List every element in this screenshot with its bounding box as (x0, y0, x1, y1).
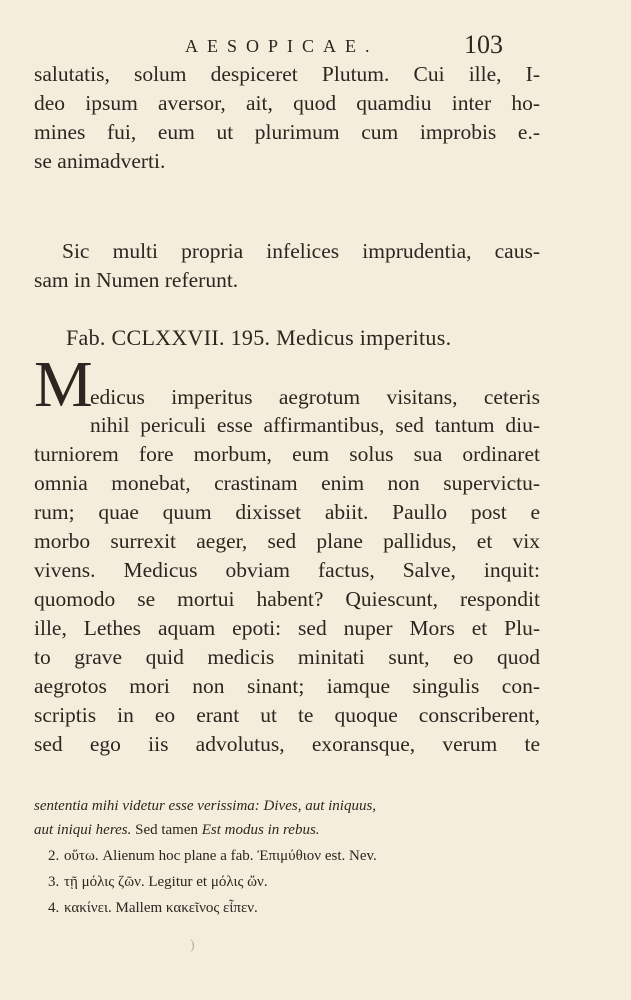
text-line: edicus imperitus aegrotum visitans, ceteris (90, 385, 540, 409)
text-line: mines fui, eum ut plurimum cum improbis e.- (34, 120, 540, 144)
footnote-3 (48, 871, 554, 893)
paper-mark: ) (190, 938, 195, 953)
text-line: rum; quae quum dixisset abiit. Paullo post e (34, 500, 540, 524)
footnote-number: 4. (48, 900, 60, 916)
footnote-text: οὕτω. Alienum hoc plane a fab. Ἐπιμύθιον est. Nev. (64, 848, 377, 864)
footnote-text: sententia mihi videtur esse verissima: Dives, aut iniquus, (34, 798, 377, 814)
footnote-line (34, 819, 540, 841)
page-header (0, 28, 631, 58)
footnote-2 (48, 845, 554, 867)
text-line: quomodo se mortui habent? Quiescunt, respondit (34, 587, 540, 611)
footnote-number: 3. (48, 874, 60, 890)
footnote-4 (48, 897, 554, 919)
text-line: Sic multi propria infelices imprudentia, caus- (62, 239, 540, 263)
footnote-text: κακίνει. Mallem κακεῖνος εἶπεν. (64, 900, 258, 916)
text-line: sam in Numen referunt. (34, 268, 239, 292)
text-line: se animadverti. (34, 149, 166, 173)
text-line: nihil periculi esse affirmantibus, sed tantum diu- (90, 413, 540, 437)
text-line: omnia monebat, crastinam enim non supervictu- (34, 471, 540, 495)
footnote-line (34, 795, 540, 817)
drop-cap: M (34, 348, 93, 421)
text-line: deo ipsum aversor, ait, quod quamdiu inter ho- (34, 91, 540, 115)
footnote-text: aut iniqui heres. (34, 822, 132, 838)
footnote-text: Est modus in rebus. (201, 822, 320, 838)
text-line: morbo surrexit aeger, sed plane pallidus, et vix (34, 529, 540, 553)
text-line: salutatis, solum despiceret Plutum. Cui ille, I- (34, 62, 540, 86)
footnote-text: Sed tamen (131, 822, 202, 838)
text-line: turniorem fore morbum, eum solus sua ordinaret (34, 442, 540, 466)
text-line: ille, Lethes aquam epoti: sed nuper Mors et Plu- (34, 616, 540, 640)
footnote-text: τῇ μόλις ζῶν. Legitur et μόλις ὤν. (64, 874, 268, 890)
text-line: aegrotos mori non sinant; iamque singulis con- (34, 674, 540, 698)
fable-title: Fab. CCLXXVII. 195. Medicus imperitus. (66, 325, 452, 350)
page-number: 103 (464, 30, 503, 59)
text-line: vivens. Medicus obviam factus, Salve, inquit: (34, 558, 540, 582)
text-line: to grave quid medicis minitati sunt, eo quod (34, 645, 540, 669)
text-line: scriptis in eo erant ut te quoque conscriberent, (34, 703, 540, 727)
footnote-number: 2. (48, 848, 60, 864)
running-title: AESOPICAE. (185, 36, 379, 56)
text-line: sed ego iis advolutus, exoransque, verum te (34, 732, 540, 756)
